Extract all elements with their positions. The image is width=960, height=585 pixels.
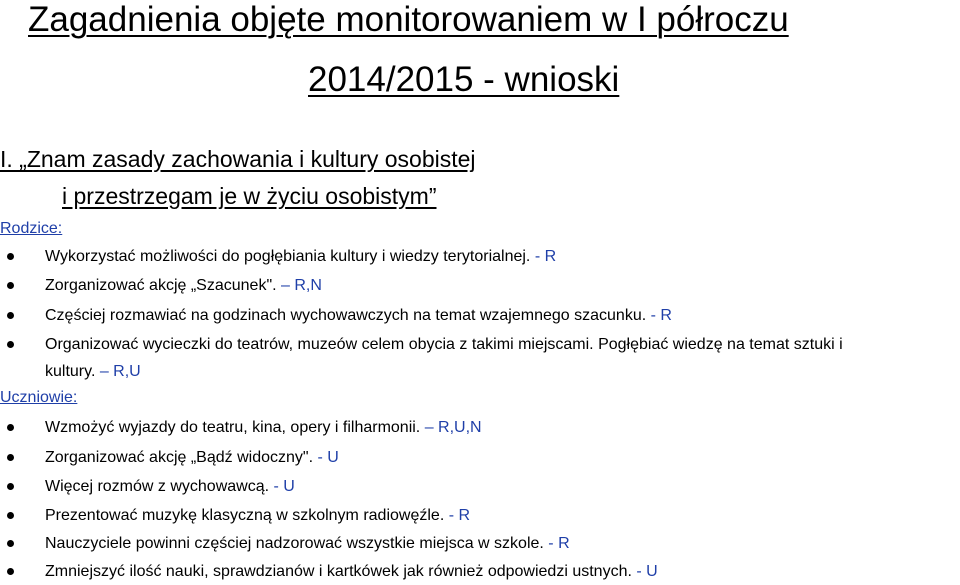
item-text-continued: kultury. xyxy=(45,363,100,380)
item-code: R xyxy=(558,535,570,552)
item-separator: - xyxy=(530,248,545,265)
bullet-icon xyxy=(7,454,14,461)
item-separator: - xyxy=(646,307,661,324)
bullet-icon xyxy=(7,282,14,289)
item-code: R xyxy=(544,248,557,265)
item-separator: - xyxy=(313,449,328,466)
item-text: Zorganizować akcję „Bądź widoczny". xyxy=(45,449,314,466)
bullet-icon xyxy=(7,253,14,260)
item-code: R,N xyxy=(294,277,322,294)
bullet-icon xyxy=(7,341,14,348)
item-text: Zmniejszyć ilość nauki, sprawdzianów i kartkówek jak również odpowiedzi ustnych. xyxy=(45,563,632,580)
title-line-1: Zagadnienia objęte monitorowaniem w I półroczu xyxy=(28,0,789,39)
item-code: U xyxy=(283,478,295,495)
item-separator: – xyxy=(281,277,295,294)
section-heading-line-1: I. „Znam zasady zachowania i kultury osobistej xyxy=(0,146,476,172)
item-code: U xyxy=(646,563,658,580)
item-separator: – xyxy=(99,363,114,380)
title-line-2: 2014/2015 - wnioski xyxy=(308,60,620,99)
students-label: Uczniowie: xyxy=(0,389,78,406)
item-separator: - xyxy=(543,535,559,552)
item-code: R xyxy=(660,307,672,324)
item-text: Częściej rozmawiać na godzinach wychowawczych na temat wzajemnego szacunku. xyxy=(45,307,647,324)
item-text: Więcej rozmów z wychowawcą. xyxy=(45,478,270,495)
item-separator: - xyxy=(444,507,459,524)
item-code: R xyxy=(458,507,471,524)
item-separator: – xyxy=(424,419,439,436)
item-code: R,U,N xyxy=(438,419,482,436)
item-code: R,U xyxy=(113,363,141,380)
item-text: Nauczyciele powinni częściej nadzorować wszystkie miejsca w szkole. xyxy=(45,535,544,552)
parents-label: Rodzice: xyxy=(0,220,63,237)
item-separator: - xyxy=(269,478,284,495)
bullet-icon xyxy=(7,424,14,431)
item-text: Prezentować muzykę klasyczną w szkolnym radiowęźle. xyxy=(45,507,445,524)
item-text: Wykorzystać możliwości do pogłębiania kultury i wiedzy terytorialnej. xyxy=(45,248,531,265)
bullet-icon xyxy=(7,540,14,547)
section-heading-line-2: i przestrzegam je w życiu osobistym” xyxy=(62,183,437,209)
bullet-icon xyxy=(7,312,14,319)
bullet-icon xyxy=(7,568,14,575)
item-text: Zorganizować akcję „Szacunek". xyxy=(45,277,282,294)
item-text: Wzmożyć wyjazdy do teatru, kina, opery i filharmonii. xyxy=(45,419,425,436)
item-text: Organizować wycieczki do teatrów, muzeów celem obycia z takimi miejscami. Pogłębiać wiedzę na temat sztuki i xyxy=(45,336,843,353)
bullet-icon xyxy=(7,483,14,490)
item-code: U xyxy=(327,449,339,466)
bullet-icon xyxy=(7,512,14,519)
item-separator: - xyxy=(631,563,647,580)
